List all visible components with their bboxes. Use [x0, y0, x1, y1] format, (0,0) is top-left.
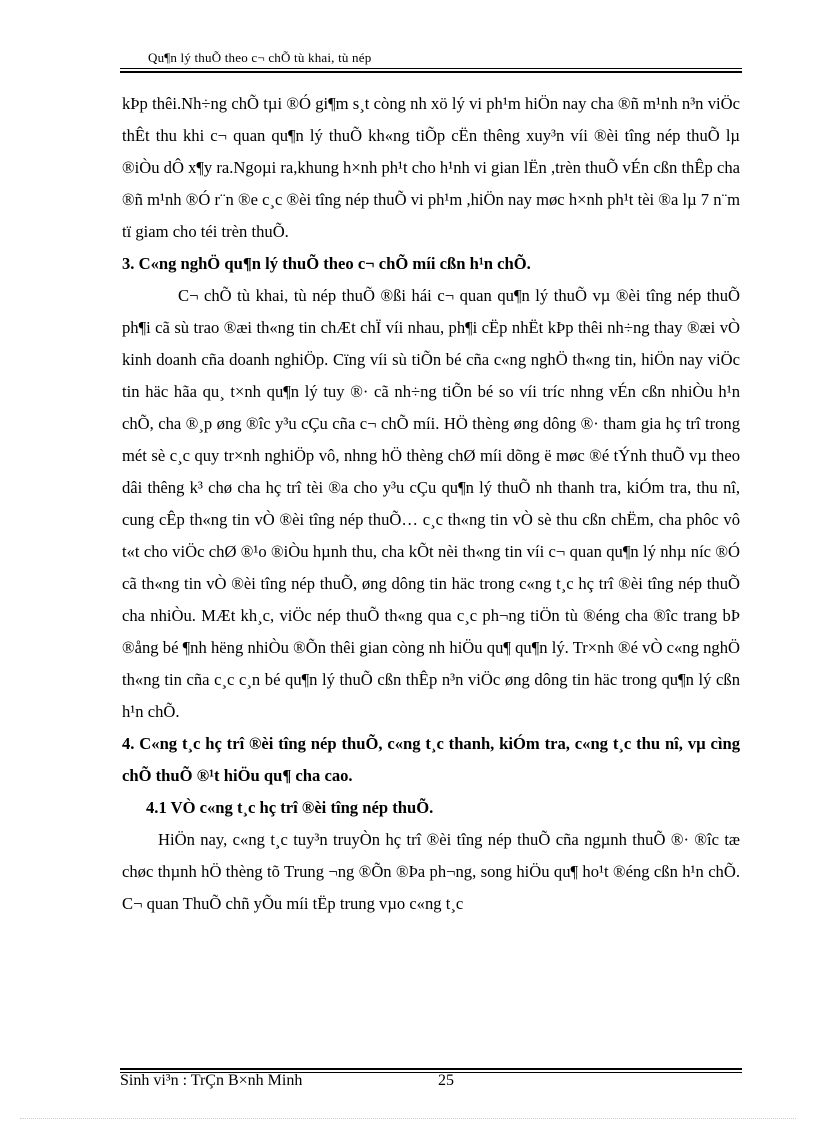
page-edge-dotted-line [20, 1118, 796, 1119]
page-body [122, 88, 740, 920]
header-rule-thick [120, 71, 742, 73]
paragraph-2: C¬ chÕ tù khai, tù nép thuÕ ®ßi hái c¬ quan qu¶n lý thuÕ vµ ®èi tîng nép thuÕ ph¶i cã sù trao ®æi th«ng tin chÆt chÏ víi nhau, ph¶i cËp nhËt kÞp thêi nh÷ng thay ®æi vÒ kinh doanh cña doanh nghiÖp. Cïng víi sù tiÕn bé cña c«ng nghÖ th«ng tin, hiÖn nay viÖc tin häc hãa qu¸ t×nh qu¶n lý tuy ®· cã nh÷ng tiÕn bé so víi tríc nhng vÉn cßn nhiÒu h¹n chÕ, cha ®¸p øng ®îc y³u cÇu cña c¬ chÕ míi. HÖ thèng øng dông ®· tham gia hç trî trong mét sè c¸c quy tr×nh nghiÖp vô, nhng hÖ thèng chØ míi dõng ë møc ®é tÝnh thuÕ vµ theo dâi thêng k³ chø cha hç trî tèi ®a cho y³u cÇu qu¶n lý thuÕ nh thanh tra, kiÓm tra, thu nî, cung cÊp th«ng tin vÒ ®èi tîng nép thuÕ… c¸c th«ng tin vÒ sè thu cßn chËm, cha phôc vô t«t cho viÖc chØ ®¹o ®iÒu hµnh thu, cha kÕt nèi th«ng tin víi c¬ quan qu¶n lý nhµ níc ®Ó cã th«ng tin vÒ ®èi tîng nép thuÕ, øng dông tin häc trong c«ng t¸c hç trî ®èi tîng nép thuÕ cha nhiÒu. MÆt kh¸c, viÖc nép thuÕ th«ng qua c¸c ph¬ng tiÖn tù ®éng cha ®îc trang bÞ ®ång bé ¶nh hëng nhiÒu ®Õn thêi gian còng nh hiÖu qu¶ qu¶n lý. Tr×nh ®é vÒ c«ng nghÖ th«ng tin cña c¸c c¸n bé qu¶n lý thuÕ cßn thÊp n³n viÖc øng dông tin häc trong qu¶n lý cßn h¹n chÕ. [122, 286, 740, 721]
paragraph-1: kÞp thêi.Nh÷ng chÕ tµi ®Ó gi¶m s¸t còng nh xö lý vi ph¹m hiÖn nay cha ®ñ m¹nh n³n viÖc thÊt thu khi c¬ quan qu¶n lý thuÕ kh«ng tiÕp cËn thêng xuy³n víi ®èi tîng nép thuÕ lµ ®iÒu dÔ x¶y ra.Ngoµi ra,khung h×nh ph¹t cho h¹nh vi gian lËn ,trèn thuÕ vÉn cßn thÊp cha ®ñ m¹nh ®Ó r¨n ®e c¸c ®èi tîng nép thuÕ vi ph¹m ,hiÖn nay møc h×nh ph¹t tèi ®a lµ 7 n¨m tï giam cho téi trèn thuÕ. [122, 94, 740, 241]
footer-author: Sinh vi³n : TrÇn B×nh Minh [120, 1072, 303, 1089]
heading-3: 3. C«ng nghÖ qu¶n lý thuÕ theo c¬ chÕ míi cßn h¹n chÕ. [122, 254, 531, 273]
heading-4: 4. C«ng t¸c hç trî ®èi tîng nép thuÕ, c«ng t¸c thanh, kiÓm tra, c«ng t¸c thu nî, vµ cìng chÕ thuÕ ®¹t hiÖu qu¶ cha cao. [122, 734, 740, 785]
heading-4-1: 4.1 VÒ c«ng t¸c hç trî ®èi tîng nép thuÕ. [146, 798, 434, 817]
running-header: Qu¶n lý thuÕ theo c¬ chÕ tù khai, tù nép [148, 50, 372, 65]
footer-rule-thick [120, 1068, 742, 1070]
paragraph-3: HiÖn nay, c«ng t¸c tuy³n truyÒn hç trî ®èi tîng nép thuÕ cña ngµnh thuÕ ®· ®îc tæ chøc thµnh hÖ thèng tõ Trung ¬ng ®Õn ®Þa ph¬ng, song hiÖu qu¶ ho¹t ®éng cßn h¹n chÕ. C¬ quan ThuÕ chñ yÕu míi tËp trung vµo c«ng t¸c [122, 830, 740, 913]
page-number: 25 [438, 1072, 454, 1089]
header-rule [120, 68, 742, 69]
